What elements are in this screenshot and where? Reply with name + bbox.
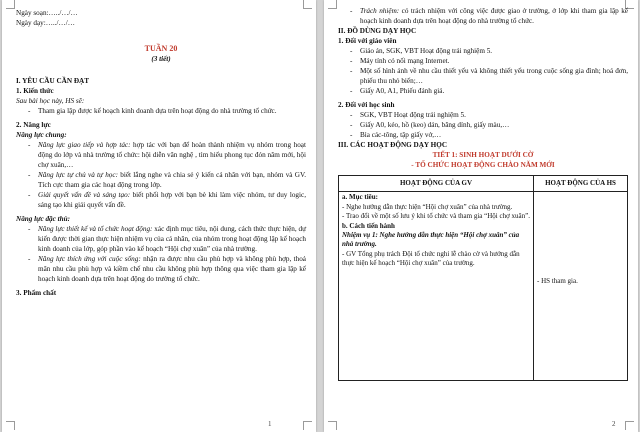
task-heading: Nhiệm vụ 1: Nghe hướng dẫn thực hiện “Hội chợ xuân” của nhà trường. [342,231,520,249]
table-header-row [339,176,628,192]
student-material-item: - Giấy A0, kéo, hồ (keo) dán, băng dính, giấy màu,… [338,120,628,130]
page-number: 2 [612,420,616,428]
teacher-material-item: - Giáo án, SGK, VBT Hoạt động trải nghiệm 5. [338,46,628,56]
ability-heading: 2. Năng lực [16,121,51,129]
teacher-materials-heading: 1. Đối với giáo viên [338,37,397,45]
page-2-content [338,6,628,381]
student-activity-cell [534,192,628,381]
general-ability-heading: Năng lực chung: [16,131,67,139]
objective-heading: a. Mục tiêu: [342,193,378,202]
specific-ability-item: - Năng lực thích ứng với cuộc sống: nhận ra được nhu cầu phù hợp và không phù hợp, thoả mãn nhu cầu phù hợp và kiềm chế nhu cầu không phù hợp thông qua việc tham gia lập kế hoạch kinh doanh dựa trên hoạt động do trường tổ chức. [16,254,306,284]
lesson-title: TIẾT 1: SINH HOẠT DƯỚI CỜ [432,151,534,159]
student-response: - HS tham gia. [537,277,578,286]
teacher-material-item: - Máy tính có nối mạng Internet. [338,56,628,66]
responsibility-item: - Trách nhiệm: có trách nhiệm với công việc được giao ở trường, ở lớp khi tham gia lập kế hoạch kinh doanh dựa trên hoạt động do nhà trường tổ chức. [338,6,628,26]
specific-ability-item: - Năng lực thiết kế và tổ chức hoạt động: xác định mục tiêu, nội dung, cách thức thực hiện, dự kiến được thời gian thực hiện nhiệm vụ của cá nhân, của nhóm trong hoạt động lập kế hoạch kinh doanh của lớp, góp phần vào kế hoạch “Hội chợ xuân” của nhà trường. [16,224,306,254]
page-number: 1 [268,420,272,428]
teacher-column-header: HOẠT ĐỘNG CỦA GV [339,176,534,192]
general-ability-item: - Giải quyết vấn đề và sáng tạo: biết phối hợp với bạn bè khi làm việc nhóm, tư duy logic, sáng tạo khi giải quyết vấn đề. [16,190,306,210]
teacher-activity-cell [339,192,534,381]
week-title: TUẦN 20 [144,44,178,53]
table-row [339,192,628,381]
student-material-item: - Bìa các-tông, tập giấy vở,… [338,130,628,140]
teach-date: Ngày dạy:…../…/… [16,19,75,27]
method-heading: b. Cách tiến hành [342,221,395,230]
lesson-subtitle: - TỔ CHỨC HOẠT ĐỘNG CHÀO NĂM MỚI [411,161,555,169]
knowledge-intro: Sau bài học này, HS sẽ: [16,97,85,105]
document-page-1 [2,0,316,432]
teacher-material-item: - Một số hình ảnh về nhu cầu thiết yếu và không thiết yếu trong cuộc sống gia đình; hoá đơn, phiếu thu nhỏ biến;… [338,66,628,86]
objective-line: - Nghe hướng dẫn thực hiện “Hội chợ xuân” của nhà trường. [342,202,513,211]
general-ability-item: - Năng lực giao tiếp và hợp tác: hợp tác với bạn để hoàn thành nhiệm vụ nhóm trong hoạt động do lớp và nhà trường tổ chức: hội diễn văn nghệ , tìm hiểu phong tục đón năm mới, hội chợ xuân,… [16,140,306,170]
margin-corner-mark [328,0,337,9]
activities-table [338,175,628,381]
specific-ability-heading: Năng lực đặc thù: [16,215,71,223]
quality-heading: 3. Phẩm chất [16,289,57,297]
student-column-header: HOẠT ĐỘNG CỦA HS [534,176,628,192]
margin-corner-mark [328,421,337,430]
document-page-2 [324,0,638,432]
knowledge-heading: 1. Kiến thức [16,87,54,95]
margin-corner-mark [6,0,15,9]
margin-corner-mark [303,421,312,430]
section-2-heading: II. ĐỒ DÙNG DẠY HỌC [338,27,417,35]
prep-date: Ngày soạn:…../…/… [16,9,78,17]
task-line: - GV Tổng phụ trách Đội tổ chức nghi lễ chào cờ và hướng dẫn thực hiện kế hoạch “Hội chợ xuân” của trường. [342,249,520,268]
section-3-heading: III. CÁC HOẠT ĐỘNG DẠY HỌC [338,141,448,149]
page-1-content [16,8,306,298]
margin-corner-mark [6,421,15,430]
periods-count: (3 tiết) [151,55,171,63]
knowledge-bullet: - Tham gia lập được kế hoạch kinh doanh dựa trên hoạt động do nhà trường tổ chức. [16,106,306,116]
student-materials-heading: 2. Đối với học sinh [338,101,395,109]
student-material-item: - SGK, VBT Hoạt động trải nghiệm 5. [338,110,628,120]
teacher-material-item: - Giấy A0, A1, Phiếu đánh giá. [338,86,628,96]
section-1-heading: I. YÊU CẦU CẦN ĐẠT [16,77,90,85]
margin-corner-mark [625,421,634,430]
objective-line: - Trao đổi về một số lưu ý khi tổ chức và tham gia “Hội chợ xuân”. [342,212,531,221]
general-ability-item: - Năng lực tự chủ và tự học: biết lắng nghe và chia sẻ ý kiến cá nhân với bạn, nhóm và GV. Tích cực tham gia các hoạt động trong lớp. [16,170,306,190]
